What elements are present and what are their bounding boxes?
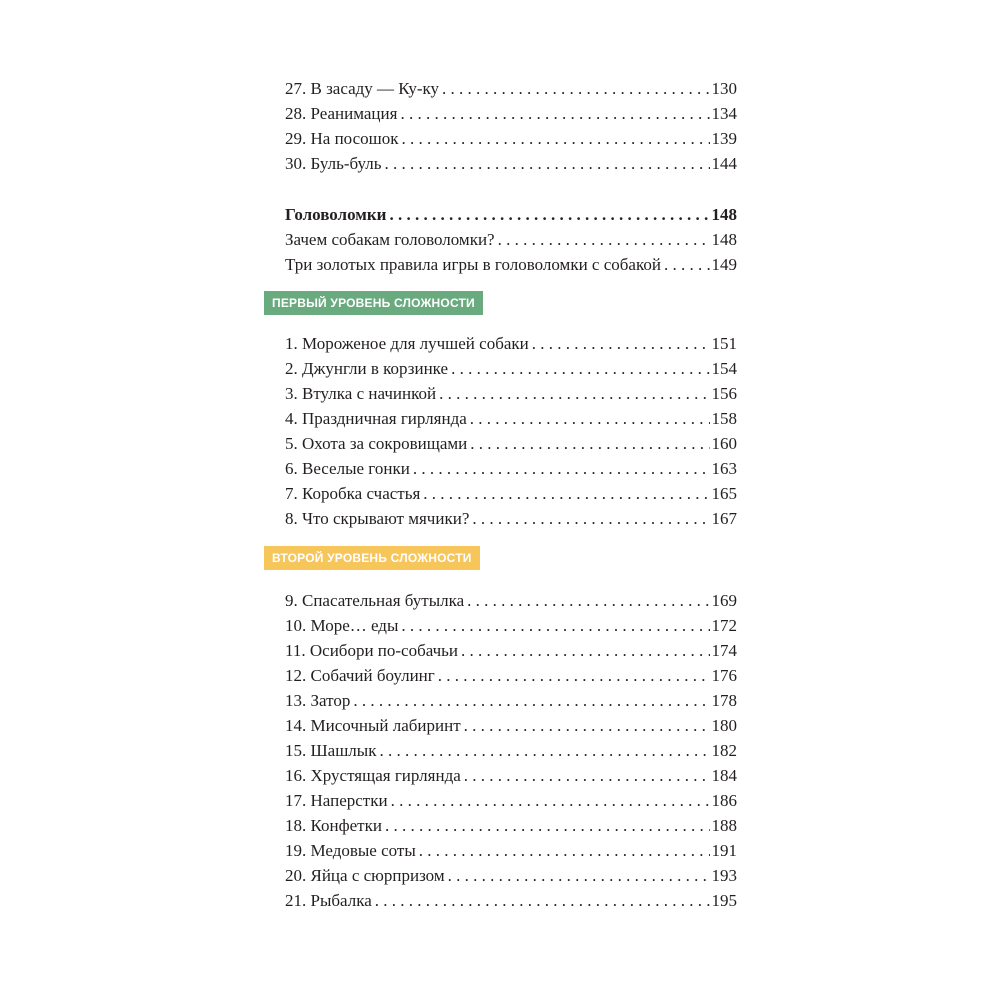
toc-entry-title: 8. Что скрывают мячики? <box>285 509 470 528</box>
dot-leader <box>384 151 709 176</box>
toc-entry[interactable] <box>285 813 737 838</box>
toc-entry[interactable] <box>285 76 737 101</box>
toc-entry-page: 191 <box>711 841 737 860</box>
toc-entry-title: 10. Море… еды <box>285 616 399 635</box>
toc-entry-page: 154 <box>711 359 737 378</box>
toc-entry-title: 19. Медовые соты <box>285 841 416 860</box>
dot-leader <box>400 101 709 126</box>
toc-entry[interactable] <box>285 431 737 456</box>
toc-entry-page: 178 <box>711 691 737 710</box>
dot-leader <box>664 252 710 277</box>
toc-entry-title: 4. Праздничная гирлянда <box>285 409 467 428</box>
dot-leader <box>464 763 710 788</box>
toc-entry-page: 149 <box>711 255 737 274</box>
dot-leader <box>532 331 710 356</box>
dot-leader <box>470 406 710 431</box>
toc-entry-page: 130 <box>711 79 737 98</box>
toc-entry[interactable] <box>285 381 737 406</box>
toc-entry-title: 17. Наперстки <box>285 791 388 810</box>
toc-entry[interactable] <box>285 356 737 381</box>
toc-entry[interactable] <box>285 763 737 788</box>
toc-entry-title: 3. Втулка с начинкой <box>285 384 437 403</box>
dot-leader <box>461 638 709 663</box>
toc-entry[interactable] <box>285 506 737 531</box>
toc-entry-page: 188 <box>711 816 737 835</box>
dot-leader <box>353 688 709 713</box>
toc-entry-title: 28. Реанимация <box>285 104 398 123</box>
dot-leader <box>375 888 710 913</box>
toc-entry[interactable] <box>285 588 737 613</box>
dot-leader <box>464 713 710 738</box>
toc-entry-title: 15. Шашлык <box>285 741 377 760</box>
toc-entry-page: 182 <box>711 741 737 760</box>
toc-entry-title: 20. Яйца с сюрпризом <box>285 866 445 885</box>
dot-leader <box>451 356 709 381</box>
toc-entry[interactable] <box>285 227 737 252</box>
toc-entry-title: 7. Коробка счастья <box>285 484 421 503</box>
toc-entry-page: 160 <box>711 434 737 453</box>
toc-entry-page: 158 <box>711 409 737 428</box>
toc-entry[interactable] <box>285 638 737 663</box>
toc-entry-page: 169 <box>711 591 737 610</box>
toc-entry[interactable] <box>285 151 737 176</box>
toc-entry[interactable] <box>285 788 737 813</box>
toc-entry[interactable] <box>285 838 737 863</box>
toc-section-heading[interactable] <box>285 202 737 227</box>
dot-leader <box>472 506 709 531</box>
toc-entry[interactable] <box>285 481 737 506</box>
dot-leader <box>442 76 709 101</box>
toc-entry-page: 184 <box>711 766 737 785</box>
toc-entry-page: 165 <box>711 484 737 503</box>
toc-entry-title: 30. Буль-буль <box>285 154 382 173</box>
toc-entry[interactable] <box>285 406 737 431</box>
toc-entry[interactable] <box>285 101 737 126</box>
toc-entry-page: 174 <box>711 641 737 660</box>
dot-leader <box>467 588 709 613</box>
toc-entry-title: 16. Хрустящая гирлянда <box>285 766 461 785</box>
toc-entry-page: 186 <box>711 791 737 810</box>
toc-entry-title: 27. В засаду — Ку-ку <box>285 79 440 98</box>
dot-leader <box>423 481 709 506</box>
toc-entry[interactable] <box>285 713 737 738</box>
dot-leader <box>419 838 710 863</box>
level-banner-first: ПЕРВЫЙ УРОВЕНЬ СЛОЖНОСТИ <box>264 291 483 315</box>
toc-entry-page: 144 <box>711 154 737 173</box>
toc-entry-page: 172 <box>711 616 737 635</box>
dot-leader <box>401 613 709 638</box>
toc-entry-page: 163 <box>711 459 737 478</box>
dot-leader <box>439 381 709 406</box>
toc-entry-title: 13. Затор <box>285 691 351 710</box>
toc-entry-title: 14. Мисочный лабиринт <box>285 716 461 735</box>
toc-entry-page: 139 <box>711 129 737 148</box>
dot-leader <box>391 788 710 813</box>
dot-leader <box>470 431 709 456</box>
toc-entry-page: 193 <box>711 866 737 885</box>
dot-leader <box>402 126 710 151</box>
toc-entry[interactable] <box>285 456 737 481</box>
dot-leader <box>438 663 710 688</box>
toc-entry-title: 9. Спасательная бутылка <box>285 591 465 610</box>
toc-entry-title: 11. Осибори по-собачьи <box>285 641 459 660</box>
toc-entry-page: 134 <box>711 104 737 123</box>
toc-entry[interactable] <box>285 331 737 356</box>
dot-leader <box>413 456 710 481</box>
dot-leader <box>385 813 710 838</box>
toc-entry-page: 180 <box>711 716 737 735</box>
toc-entry-title: 5. Охота за сокровищами <box>285 434 468 453</box>
toc-entry-page: 195 <box>711 891 737 910</box>
toc-entry-title: 21. Рыбалка <box>285 891 372 910</box>
toc-entry-title: 1. Мороженое для лучшей собаки <box>285 334 529 353</box>
dot-leader <box>498 227 710 252</box>
toc-entry-page: 176 <box>711 666 737 685</box>
toc-entry[interactable] <box>285 738 737 763</box>
level-banner-second: ВТОРОЙ УРОВЕНЬ СЛОЖНОСТИ <box>264 546 480 570</box>
toc-entry-title: 6. Веселые гонки <box>285 459 410 478</box>
toc-entry[interactable] <box>285 252 737 277</box>
toc-entry-title: Три золотых правила игры в головоломки с собакой <box>285 255 661 274</box>
toc-entry-title: 29. На посошок <box>285 129 399 148</box>
dot-leader <box>448 863 710 888</box>
toc-entry-title: 12. Собачий боулинг <box>285 666 435 685</box>
toc-entry-page: 151 <box>711 334 737 353</box>
toc-entry[interactable] <box>285 688 737 713</box>
toc-entry-title: 2. Джунгли в корзинке <box>285 359 449 378</box>
toc-entry[interactable] <box>285 888 737 913</box>
dot-leader <box>379 738 709 763</box>
toc-entry[interactable] <box>285 613 737 638</box>
toc-entry[interactable] <box>285 863 737 888</box>
toc-entry-title: 18. Конфетки <box>285 816 382 835</box>
toc-entry-page: 156 <box>711 384 737 403</box>
toc-entry-page: 167 <box>711 509 737 528</box>
toc-entry-page: 148 <box>711 205 737 224</box>
toc-entry[interactable] <box>285 126 737 151</box>
toc-entry[interactable] <box>285 663 737 688</box>
toc-entry-page: 148 <box>711 230 737 249</box>
dot-leader <box>389 202 709 227</box>
toc-entry-title: Головоломки <box>285 205 387 224</box>
toc-entry-title: Зачем собакам головоломки? <box>285 230 495 249</box>
